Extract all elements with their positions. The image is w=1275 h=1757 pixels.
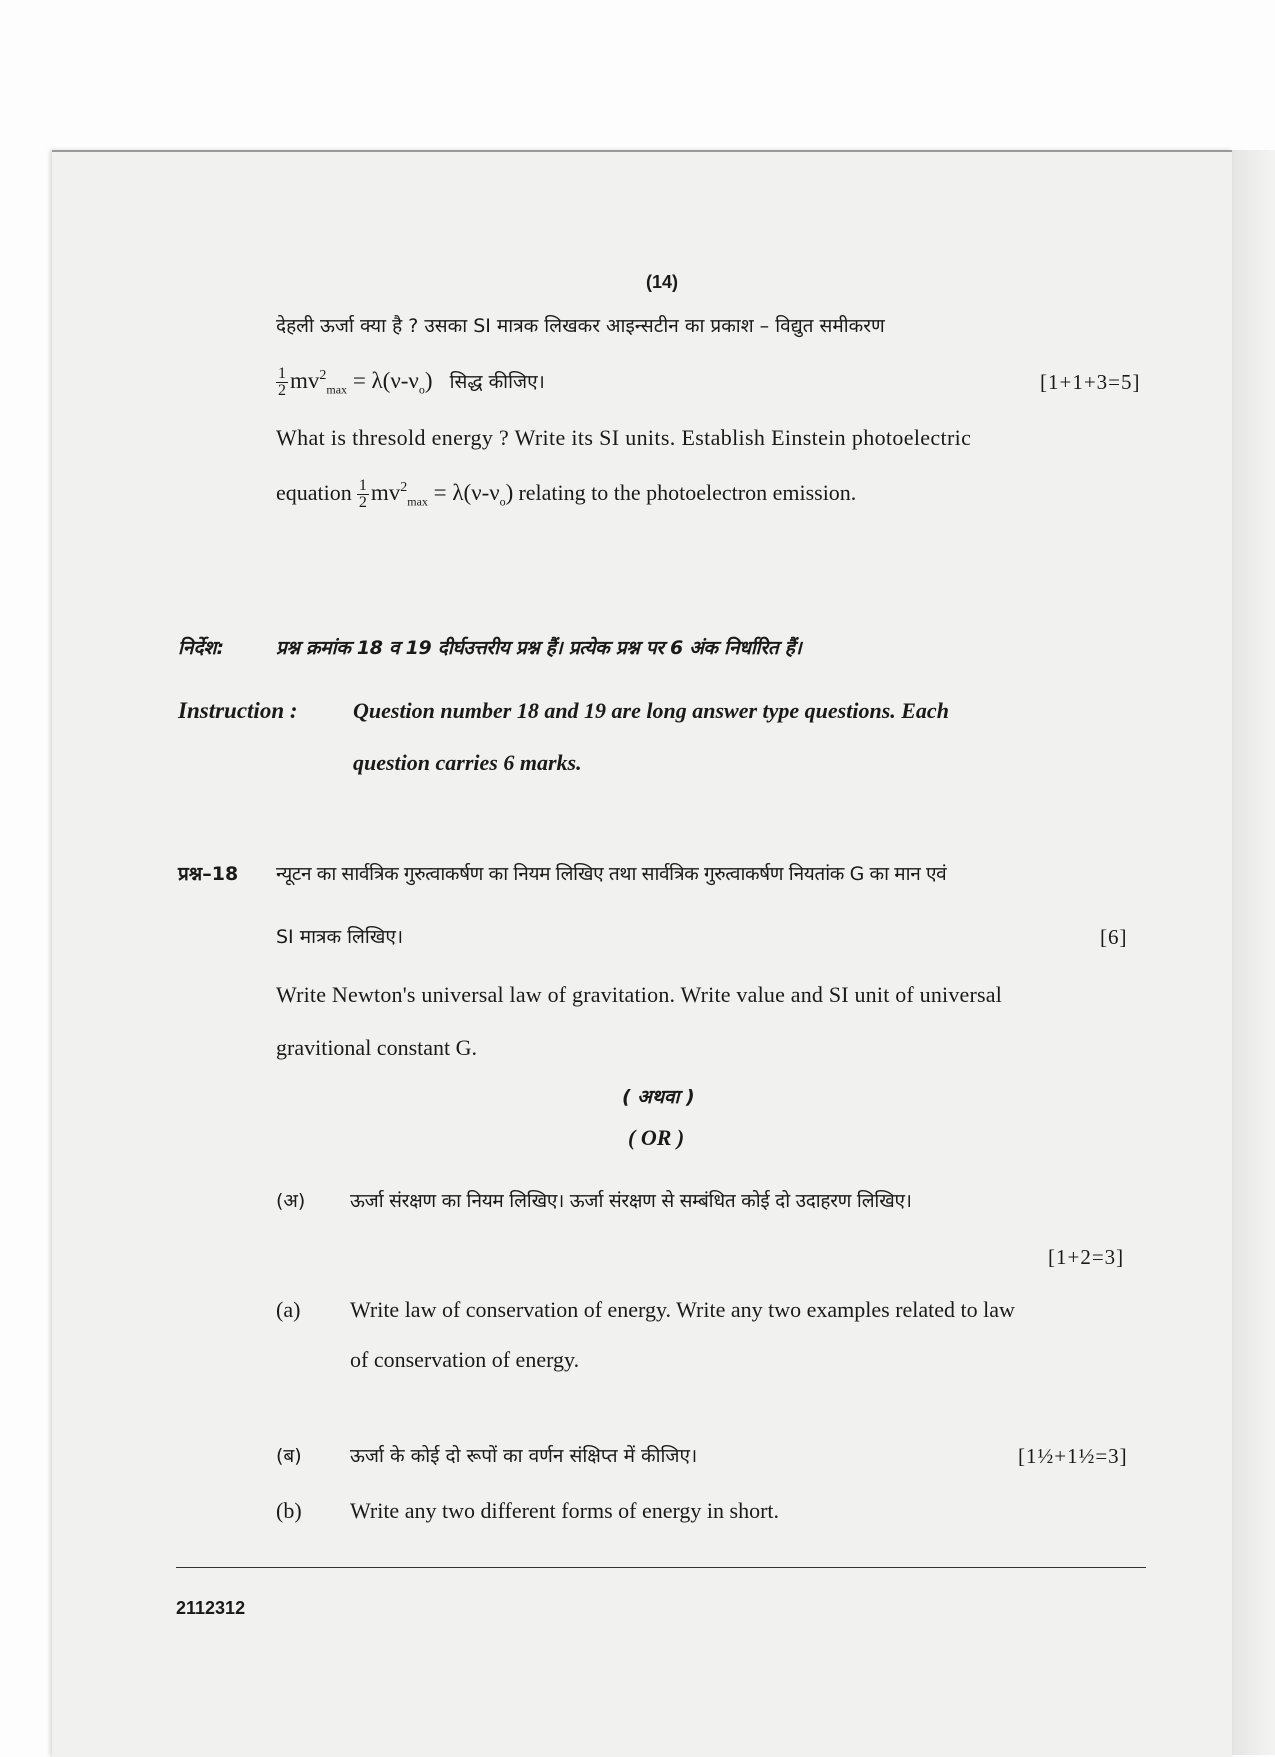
part-b-marks: [1½+1½=3] [1018,1444,1128,1468]
q17-marks: [1+1+3=5] [1040,370,1141,394]
part-b-hindi-text: ऊर्जा के कोई दो रूपों का वर्णन संक्षिप्त में कीजिए। [350,1445,698,1467]
instruction-english-line2: question carries 6 marks. [353,750,582,775]
part-b-english-label: (b) [276,1498,302,1523]
or-english: ( OR ) [628,1125,685,1150]
instruction-english-label: Instruction : [178,698,298,723]
q17-hindi-line1: देहली ऊर्जा क्या है ? उसका SI मात्रक लिखकर आइन्सटीन का प्रकाश – विद्युत समीकरण [276,315,885,337]
or-hindi: ( अथवा ) [622,1086,695,1108]
equation-photoelectric: $\frac{1}{2}$ $mv^2_{max} = \lambda(\nu-\nu_o)$ [278,365,433,399]
part-a-english-label: (a) [276,1297,301,1322]
instruction-hindi-text: प्रश्न क्रमांक 18 व 19 दीर्घउत्तरीय प्रश्न हैं। प्रत्येक प्रश्न पर 6 अंक निर्धारित हैं। [276,637,802,659]
part-a-hindi-text: ऊर्जा संरक्षण का नियम लिखिए। ऊर्जा संरक्षण से सम्बंधित कोई दो उदाहरण लिखिए। [350,1190,912,1212]
footer-code: 2112312 [176,1598,246,1618]
q17-english-line2: equation $\frac{1}{2}$ $mv^2_{max} = \lambda(\nu-\nu_o)$ relating to the photoelectron emission. [276,477,857,511]
fraction-half: $\frac{1}{2}$ [278,365,286,399]
q17-hindi-suffix: सिद्ध कीजिए। [449,370,545,393]
part-a-english-line2: of conservation of energy. [350,1347,580,1372]
part-b-hindi-label: (ब) [276,1445,302,1467]
q18-english-line2: gravitional constant G. [276,1035,478,1060]
q18-hindi-line1: न्यूटन का सार्वत्रिक गुरुत्वाकर्षण का नियम लिखिए तथा सार्वत्रिक गुरुत्वाकर्षण नियतांक G का मान एवं [276,863,947,885]
q17-english-line1: What is thresold energy ? Write its SI units. Establish Einstein photoelectric [276,425,972,450]
part-b-english-text: Write any two different forms of energy in short. [350,1498,780,1523]
equation-photoelectric-en: $\frac{1}{2}$ $mv^2_{max} = \lambda(\nu-\nu_o)$ [358,477,514,511]
part-a-english-line1: Write law of conservation of energy. Write any two examples related to law [350,1297,1015,1322]
q18-label: प्रश्न–18 [178,863,239,885]
instruction-english-line1: Question number 18 and 19 are long answer type questions. Each [353,698,949,723]
q18-english-line1: Write Newton's universal law of gravitation. Write value and SI unit of universal [276,982,1003,1007]
instruction-hindi-label: निर्देश: [178,637,225,659]
q18-hindi-line2: SI मात्रक लिखिए। [276,926,404,948]
q18-marks: [6] [1100,925,1128,949]
part-a-marks: [1+2=3] [1048,1245,1125,1269]
page-number: (14) [646,272,679,292]
q17-hindi-line2 [276,366,545,399]
part-a-hindi-label: (अ) [276,1190,306,1212]
footer-divider [176,1567,1146,1568]
